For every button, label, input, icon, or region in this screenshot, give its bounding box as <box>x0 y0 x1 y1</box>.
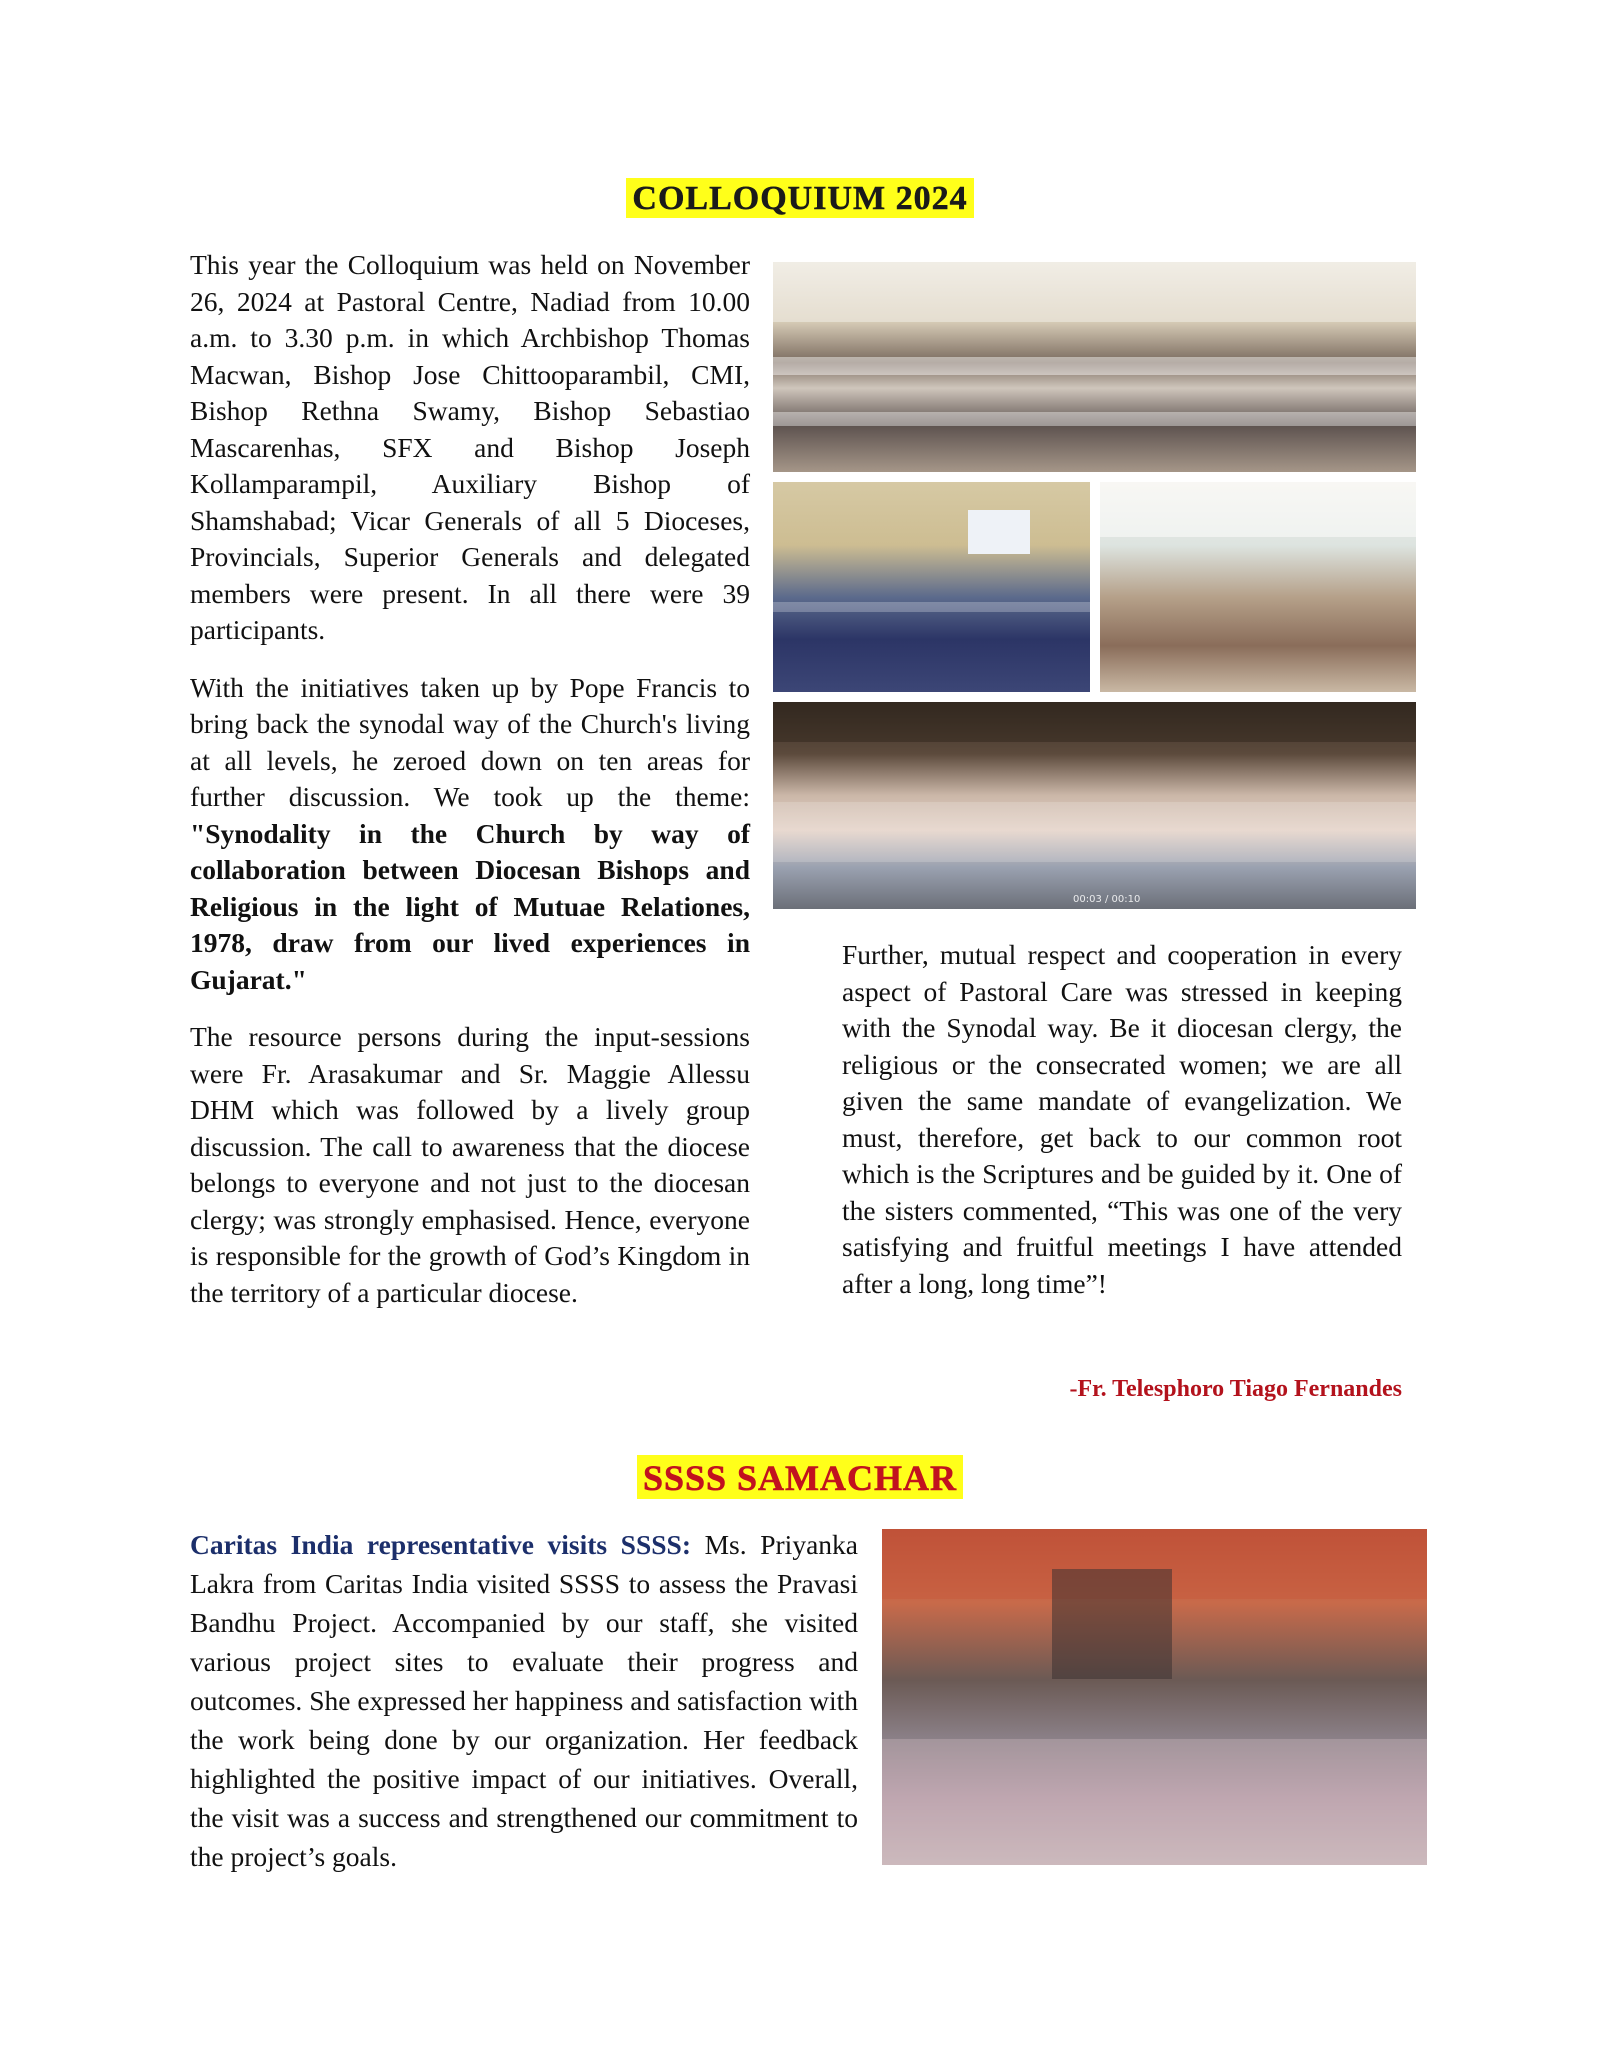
colloquium-paragraph-2 <box>190 670 750 999</box>
projector-screen <box>968 510 1030 554</box>
photo-meeting-hall <box>773 262 1416 472</box>
colloquium-title: COLLOQUIUM 2024 <box>626 178 973 218</box>
colloquium-paragraph-3: The resource persons during the input-sessions were Fr. Arasakumar and Sr. Maggie Allessu DHM which was followed by a lively group discussion. The call to awareness that the diocese belongs to everyone and not just to the diocesan clergy; was strongly emphasised. Hence, everyone is responsible for the growth of God’s Kingdom in the territory of a particular diocese. <box>190 1021 750 1308</box>
samachar-title: SSSS SAMACHAR <box>637 1455 963 1499</box>
photo-group-portrait <box>773 702 1416 909</box>
samachar-paragraph <box>190 1525 858 1876</box>
window-grill <box>1052 1569 1172 1679</box>
colloquium-right-column <box>842 937 1402 1302</box>
samachar-article <box>190 1525 858 1876</box>
samachar-heading-wrap <box>0 1455 1600 1499</box>
colloquium-paragraph-2-intro: With the initiatives taken up by Pope Francis to bring back the synodal way of the Church's living at all levels, he zeroed down on ten areas for further discussion. We took up the theme: <box>190 671 750 812</box>
video-timestamp: 00:03 / 00:10 <box>1073 894 1141 905</box>
colloquium-heading-wrap <box>0 178 1600 218</box>
colloquium-left-column <box>190 247 750 1311</box>
colloquium-paragraph-4: Further, mutual respect and cooperation in every aspect of Pastoral Care was stressed in keeping with the Synodal way. Be it diocesan clergy, the religious or the consecrated women; we are all given the same mandate of evangelization. We must, therefore, get back to our common root which is the Scriptures and be guided by it. One of the sisters commented, “This was one of the very satisfying and fruitful meetings I have attended after a long, long time”! <box>842 939 1402 1299</box>
samachar-body: Ms. Priyanka Lakra from Caritas India visited SSSS to assess the Pravasi Bandhu Project. Accompanied by our staff, she visited various project sites to evaluate their progress and outcomes. She expressed her happiness and satisfaction with the work being done by our organization. Her feedback highlighted the positive impact of our initiatives. Overall, the visit was a success and strengthened our commitment to the project’s goals. <box>190 1529 858 1872</box>
photo-presentation-room <box>773 482 1090 692</box>
colloquium-paragraph-1: This year the Colloquium was held on November 26, 2024 at Pastoral Centre, Nadiad from 10.00 a.m. to 3.30 p.m. in which Archbishop Thomas Macwan, Bishop Jose Chittooparambil, CMI, Bishop Rethna Swamy, Bishop Sebastiao Mascarenhas, SFX and Bishop Joseph Kollamparampil, Auxiliary Bishop of Shamshabad; Vicar Generals of all 5 Dioceses, Provincials, Superior Generals and delegated members were present. In all there were 39 participants. <box>190 249 750 645</box>
colloquium-theme: "Synodality in the Church by way of collaboration between Diocesan Bishops and Religious in the light of Mutuae Relationes, 1978, draw from our lived experiences in Gujarat." <box>190 817 750 995</box>
photo-group-discussion <box>1100 482 1416 692</box>
samachar-lead: Caritas India representative visits SSSS: <box>190 1529 692 1560</box>
photo-caritas-visit <box>882 1529 1427 1865</box>
signature: -Fr. Telesphoro Tiago Fernandes <box>1069 1376 1402 1402</box>
